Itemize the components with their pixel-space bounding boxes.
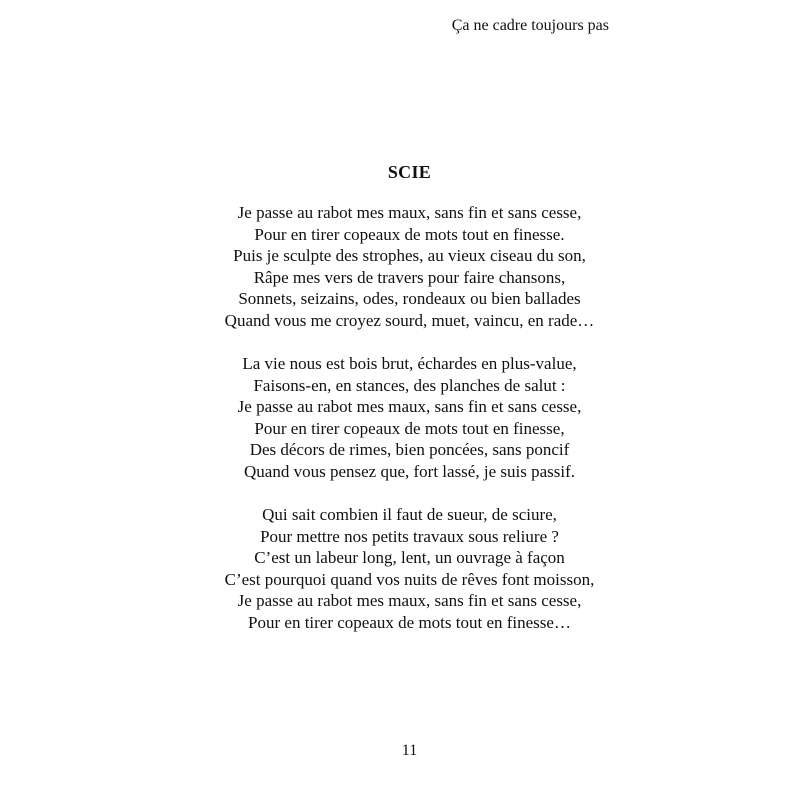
running-header: Ça ne cadre toujours pas xyxy=(451,17,609,34)
verse-line: Pour mettre nos petits travaux sous reliure ? xyxy=(260,526,559,546)
verse-line: Je passe au rabot mes maux, sans fin et sans cesse, xyxy=(237,203,582,222)
verse-line: Faisons-en, en stances, des planches de salut : xyxy=(253,375,566,395)
verse-line: Râpe mes vers de travers pour faire chansons, xyxy=(253,267,566,287)
verse-line: Pour en tirer copeaux de mots tout en finesse… xyxy=(248,612,571,632)
verse-line: Sonnets, seizains, odes, rondeaux ou bien ballades xyxy=(238,289,581,308)
verse-line: Je passe au rabot mes maux, sans fin et sans cesse, xyxy=(237,397,582,416)
poem-title: SCIE xyxy=(387,162,432,182)
verse-line: Je passe au rabot mes maux, sans fin et sans cesse, xyxy=(237,591,582,610)
verse-line: Qui sait combien il faut de sueur, de sciure, xyxy=(262,505,557,524)
verse-line: Puis je sculpte des strophes, au vieux ciseau du son, xyxy=(233,246,586,265)
verse-line: Quand vous me croyez sourd, muet, vaincu, en rade… xyxy=(224,310,595,330)
verse-line: Des décors de rimes, bien poncées, sans poncif xyxy=(249,440,570,459)
verse-line: C’est un labeur long, lent, un ouvrage à façon xyxy=(254,548,565,567)
verse-line: C’est pourquoi quand vos nuits de rêves font moisson, xyxy=(224,569,595,589)
stanza-2 xyxy=(0,353,800,482)
verse-line: Pour en tirer copeaux de mots tout en finesse. xyxy=(254,224,565,244)
stanza-1 xyxy=(0,202,800,331)
verse-line: Pour en tirer copeaux de mots tout en finesse, xyxy=(254,418,565,438)
verse-line: La vie nous est bois brut, échardes en plus-value, xyxy=(242,354,577,373)
page-number: 11 xyxy=(401,742,418,759)
stanza-3 xyxy=(0,504,800,633)
verse-line: Quand vous pensez que, fort lassé, je suis passif. xyxy=(244,461,575,481)
